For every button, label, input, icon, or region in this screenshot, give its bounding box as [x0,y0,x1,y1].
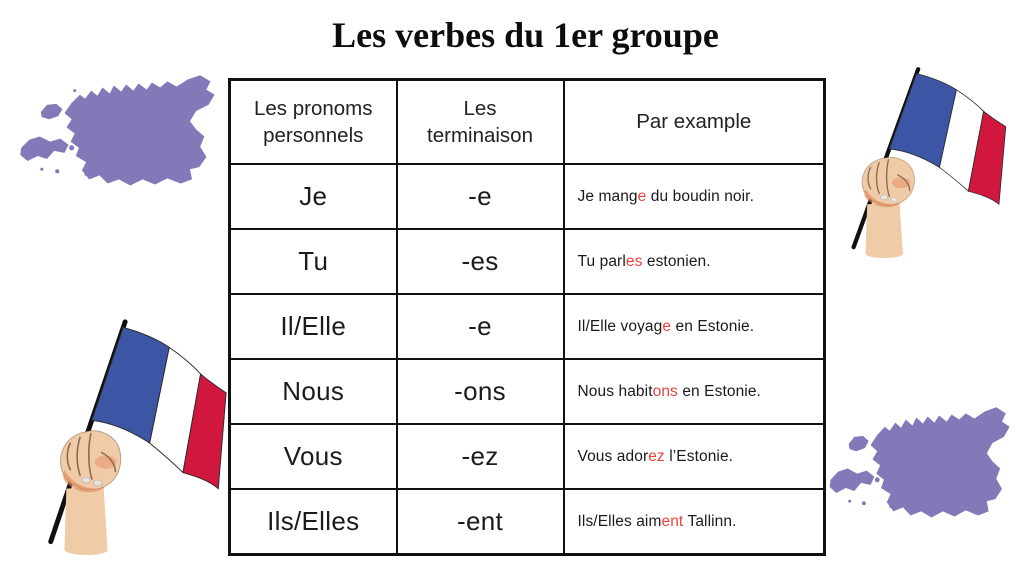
ending-cell: -ons [397,359,564,424]
pronoun-cell: Nous [230,359,397,424]
header-pronouns: Les pronoms personnels [230,80,397,165]
pronoun-cell: Il/Elle [230,294,397,359]
example-text-segment: Tu parl [577,252,626,270]
page-title: Les verbes du 1er groupe [332,15,719,55]
verb-ending-highlight: e [637,187,647,205]
example-cell [564,294,825,359]
table-row [230,229,825,294]
conjugation-table [228,78,826,556]
example-cell [564,164,825,229]
french-flag-hand-bottom-left [35,318,231,555]
example-text-segment: Je mang [577,187,638,205]
example-text-segment: Il/Elle voyag [577,317,663,335]
hand-holding-french-flag-icon [840,66,1010,258]
verb-table-body [230,164,825,555]
example-cell [564,229,825,294]
ending-cell: -e [397,164,564,229]
pronoun-cell: Vous [230,424,397,489]
table-header-row [230,80,825,165]
pronoun-cell: Tu [230,229,397,294]
example-cell [564,424,825,489]
example-text-segment: en Estonie. [677,382,761,400]
table-row [230,489,825,555]
verb-ending-highlight: es [625,252,643,270]
estonia-map-icon [822,392,1022,540]
ending-cell: -es [397,229,564,294]
header-endings: Les terminaison [397,80,564,165]
pronoun-cell: Ils/Elles [230,489,397,555]
example-text-segment: Ils/Elles aim [577,512,662,530]
example-text-segment: l’Estonie. [664,447,734,465]
example-cell [564,359,825,424]
verb-ending-highlight: ons [652,382,678,400]
table-row [230,164,825,229]
example-text-segment: en Estonie. [671,317,755,335]
example-text-segment: estonien. [642,252,711,270]
verb-ending-highlight: e [662,317,672,335]
french-flag-hand-top-right [840,66,1010,258]
ending-cell: -ez [397,424,564,489]
example-text-segment: Nous habit [577,382,653,400]
estonia-map-icon [12,60,228,208]
verb-ending-highlight: ent [661,512,684,530]
ending-cell: -ent [397,489,564,555]
verb-ending-highlight: ez [648,447,665,465]
estonia-map-bottom-right [822,392,1022,540]
pronoun-cell: Je [230,164,397,229]
table-row [230,424,825,489]
example-text-segment: Vous ador [577,447,649,465]
estonia-map-top-left [12,60,228,208]
example-text-segment: du boudin noir. [646,187,754,205]
table-row [230,359,825,424]
header-examples: Par example [564,80,825,165]
example-text-segment: Tallinn. [683,512,737,530]
table-row [230,294,825,359]
example-cell [564,489,825,555]
hand-holding-french-flag-icon [35,318,231,555]
ending-cell: -e [397,294,564,359]
